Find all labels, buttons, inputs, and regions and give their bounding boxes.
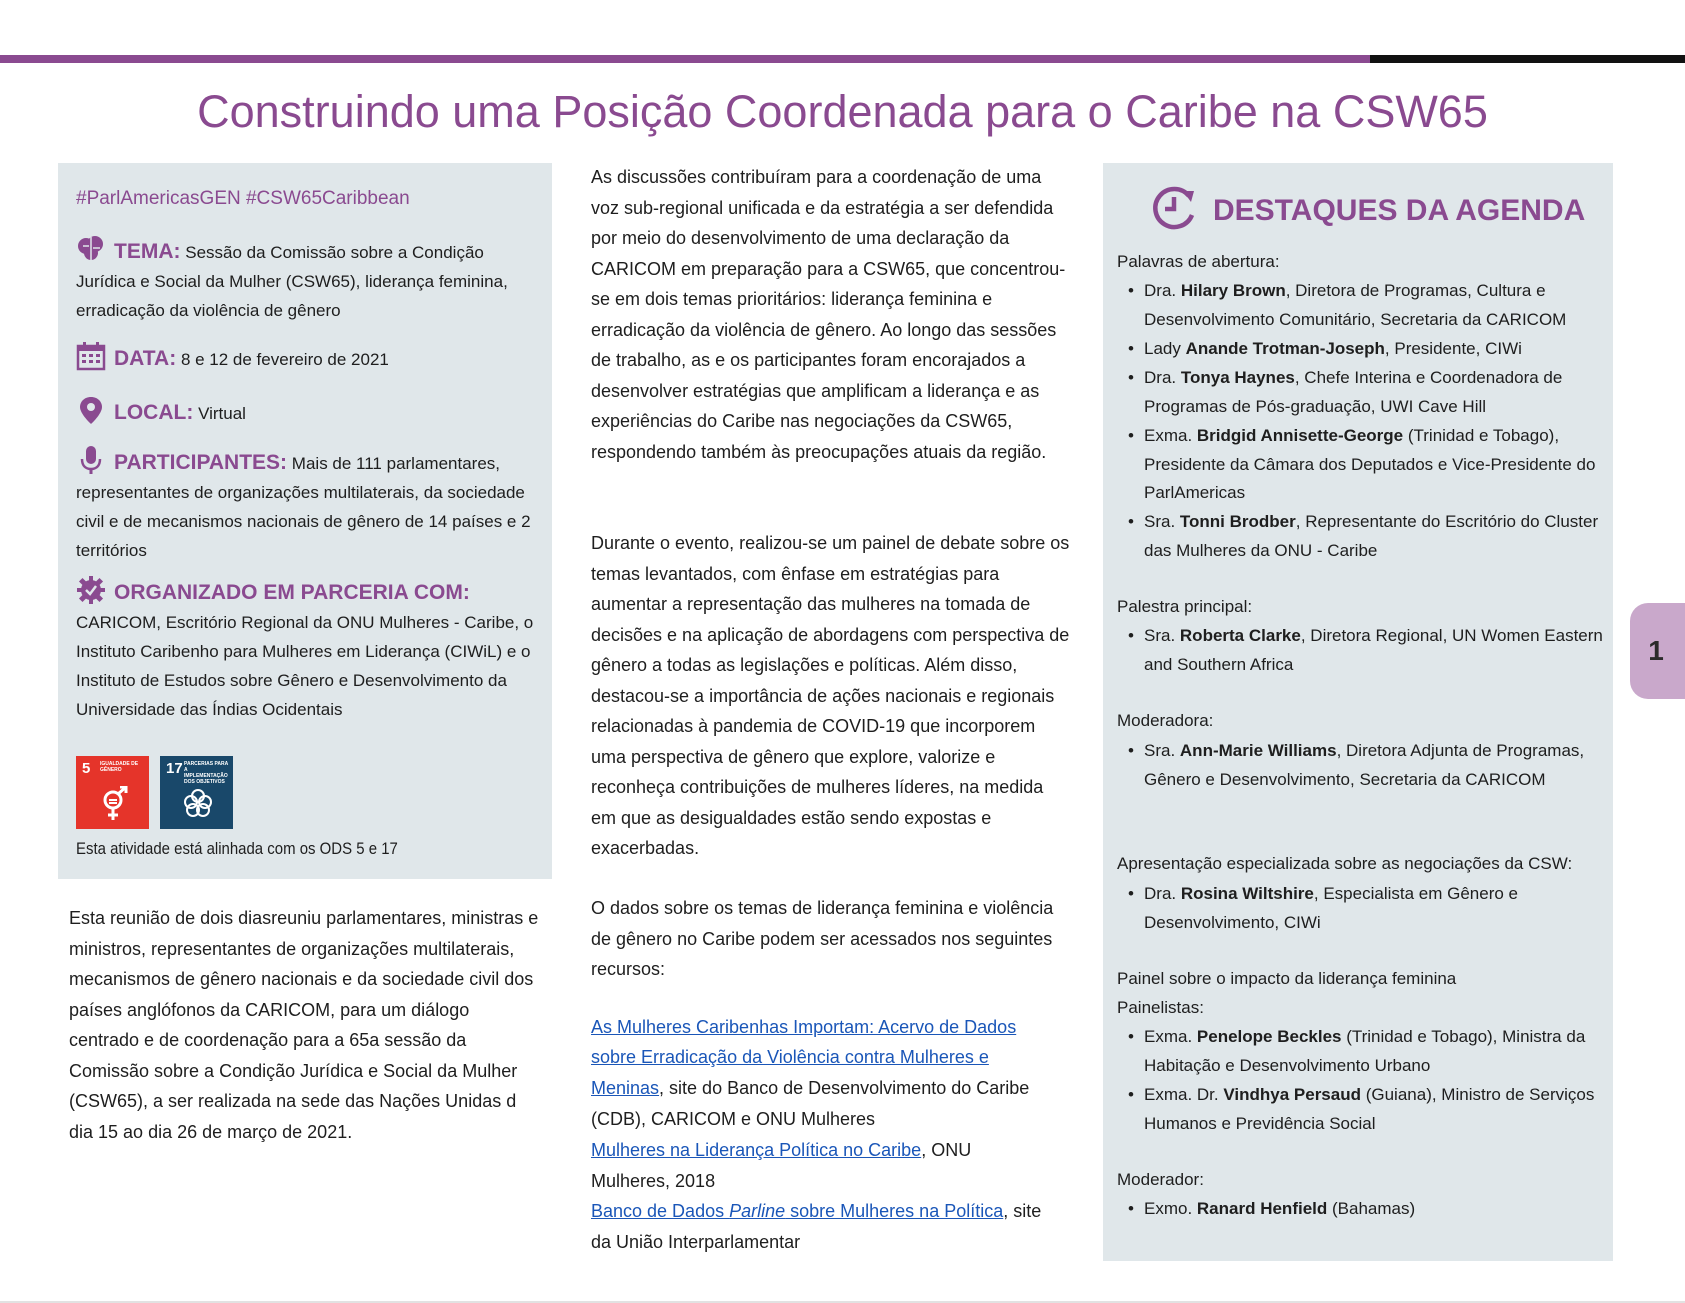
resource-3-line-2: da União Interparlamentar xyxy=(591,1232,801,1252)
resource-1-line-3 xyxy=(591,1078,1029,1099)
tema-label: TEMA: xyxy=(114,240,181,263)
middle-paragraph-1: As discussões contribuíram para a coordenação de uma voz sub-regional unificada e da estratégia a ser defendida por meio do desenvolvimento de uma declaração da CARICOM em preparação para a CSW65, que concentrou-se em dois temas prioritários: liderança feminina e erradicação da violência de gênero. Ao longo das sessões de trabalho, as e os participantes foram encorajados a desenvolver estratégias que amplificam a liderança e as experiências do Caribe nas negociações da CSW65, respondendo também às preocupações atuais da região. xyxy=(591,167,1066,462)
sdg-17-text: PARCERIAS PARA A IMPLEMENTAÇÃO DOS OBJETIVOS xyxy=(184,761,229,785)
agenda-panel xyxy=(1103,163,1613,1261)
agenda-heading xyxy=(1149,183,1585,233)
page-number-tab xyxy=(1630,603,1685,699)
sdg-5-number: 5 xyxy=(82,760,91,777)
local-block xyxy=(76,395,546,428)
resource-1-link-cont[interactable]: sobre Erradicação da Violência contra Mulheres e xyxy=(591,1047,989,1067)
sdg-5-badge xyxy=(76,756,149,829)
resource-3-link-b: sobre Mulheres na Política xyxy=(785,1201,1004,1221)
local-label: LOCAL: xyxy=(114,401,194,424)
section-moderator-1: Moderadora: xyxy=(1117,711,1214,730)
sdg-17-badge xyxy=(160,756,233,829)
middle-paragraph-3: O dados sobre os temas de liderança feminina e violência de gênero no Caribe podem ser acessados nos seguintes recursos: xyxy=(591,898,1054,979)
agenda-item: • Dra. Rosina Wiltshire, Especialista em Gênero e Desenvolvimento, CIWi xyxy=(1128,880,1614,937)
partnership-icon xyxy=(182,786,214,822)
local-text: Virtual xyxy=(198,404,246,423)
agenda-item: • Sra. Roberta Clarke, Diretora Regional, UN Women Eastern and Southern Africa xyxy=(1128,622,1614,679)
tema-text: Sessão da Comissão sobre a Condição Jurídica e Social da Mulher (CSW65), liderança feminina, erradicação da violência de gênero xyxy=(76,243,508,320)
agenda-item: • Exma. Bridgid Annisette-George (Trinidad e Tobago), Presidente da Câmara dos Deputados e Vice-Presidente do ParlAmericas xyxy=(1128,422,1614,508)
participantes-block xyxy=(76,445,546,565)
middle-paragraph-2: Durante o evento, realizou-se um painel de debate sobre os temas levantados, com ênfase em estratégias para aumentar a representação das mulheres na tomada de decisões e na aplicação de abordagens com perspectiva de gênero a todas as legislações e políticas. Além disso, destacou-se a importância de ações nacionais e regionais relacionadas à pandemia de COVID-19 que incorporem uma perspectiva de gênero que explore, valorize e reconheça contribuições de mulheres líderes, na medida em que as desigualdades estão sendo expostas e exacerbadas. xyxy=(591,533,1070,858)
resource-2-site: , ONU xyxy=(921,1140,972,1160)
data-label: DATA: xyxy=(114,347,177,370)
sdg-5-text: IGUALDADE DE GÊNERO xyxy=(100,761,139,773)
agenda-item: • Exmo. Ranard Henfield (Bahamas) xyxy=(1128,1195,1614,1224)
participantes-text: Mais de 111 parlamentares, representantes de organizações multilaterais, da sociedade civil e de mecanismos nacionais de gênero de 14 países e 2 territórios xyxy=(76,454,531,560)
resource-2-line-2: Mulheres, 2018 xyxy=(591,1171,716,1191)
agenda-item: • Lady Anande Trotman-Joseph, Presidente, CIWi xyxy=(1128,335,1614,364)
resource-1-line-4: (CDB), CARICOM e ONU Mulheres xyxy=(591,1109,876,1129)
intro-paragraph: Esta reunião de dois diasreuniu parlamentares, ministras e ministros, representantes de organizações multilaterais, mecanismos de gênero nacionais e da sociedade civil dos países anglófonos da CARICOM, para um diálogo centrado e de coordenação para a 65a sessão da Comissão sobre a Condição Jurídica e Social da Mulher (CSW65), a ser realizada na sede das Nações Unidas d dia 15 ao dia 26 de março de 2021. xyxy=(69,908,539,1142)
section-moderator-2: Moderador: xyxy=(1117,1170,1204,1189)
participantes-label: PARTICIPANTES: xyxy=(114,451,288,474)
clock-icon xyxy=(1149,183,1199,233)
section-opening: Palavras de abertura: xyxy=(1117,252,1280,271)
location-pin-icon xyxy=(76,395,106,425)
data-block xyxy=(76,341,546,374)
resource-3-link-a: Banco de Dados xyxy=(591,1201,730,1221)
section-csw: Apresentação especializada sobre as negociações da CSW: xyxy=(1117,854,1573,873)
section-keynote: Palestra principal: xyxy=(1117,597,1253,616)
top-rule-purple xyxy=(0,55,1370,63)
organizado-block xyxy=(76,575,546,724)
sdg-17-number: 17 xyxy=(166,760,183,777)
page-title: Construindo uma Posição Coordenada para o Caribe na CSW65 xyxy=(197,86,1488,137)
gender-equality-icon xyxy=(98,786,130,822)
resource-1-link[interactable]: As Mulheres Caribenhas Importam: Acervo de Dados xyxy=(591,1017,1017,1037)
agenda-item: • Dra. Hilary Brown, Diretora de Programas, Cultura e Desenvolvimento Comunitário, Secretaria da CARICOM xyxy=(1128,277,1614,334)
section-panelists: Painelistas: xyxy=(1117,998,1204,1017)
resource-3-line-1 xyxy=(591,1201,1041,1222)
data-text: 8 e 12 de fevereiro de 2021 xyxy=(180,350,389,369)
resource-1-line-2 xyxy=(591,1047,989,1068)
event-info-panel xyxy=(58,163,552,879)
tema-block xyxy=(76,234,546,325)
resource-2-line-1 xyxy=(591,1140,971,1161)
resource-1-line-1 xyxy=(591,1017,1016,1038)
calendar-icon xyxy=(76,341,106,371)
sdg-caption: Esta atividade está alinhada com os ODS 5 e 17 xyxy=(76,839,398,858)
agenda-item: • Exma. Penelope Beckles (Trinidad e Tobago), Ministra da Habitação e Desenvolvimento Urbano xyxy=(1128,1023,1614,1080)
resource-1-site: , site do Banco de Desenvolvimento do Caribe xyxy=(659,1078,1030,1098)
organizado-text: CARICOM, Escritório Regional da ONU Mulheres - Caribe, o Instituto Caribenho para Mulheres em Liderança (CIWiL) e o Instituto de Estudos sobre Gênero e Desenvolvimento da Universidade das Índias Ocidentais xyxy=(76,613,534,719)
agenda-item: • Sra. Tonni Brodber, Representante do Escritório do Cluster das Mulheres da ONU - Caribe xyxy=(1128,508,1614,565)
top-rule-black xyxy=(1370,55,1685,63)
hashtags: #ParlAmericasGEN #CSW65Caribbean xyxy=(76,188,410,209)
agenda-heading-text: DESTAQUES DA AGENDA xyxy=(1213,194,1586,227)
agenda-item: • Dra. Tonya Haynes, Chefe Interina e Coordenadora de Programas de Pós-graduação, UWI Cave Hill xyxy=(1128,364,1614,421)
section-panel: Painel sobre o impacto da liderança feminina xyxy=(1117,969,1457,988)
resource-3-link-italic: Parline xyxy=(729,1201,786,1221)
organizado-label: ORGANIZADO EM PARCERIA COM: xyxy=(114,581,470,604)
gear-check-icon xyxy=(76,575,106,605)
agenda-item: • Exma. Dr. Vindhya Persaud (Guiana), Ministro de Serviços Humanos e Previdência Social xyxy=(1128,1081,1614,1138)
microphone-icon xyxy=(76,445,106,475)
agenda-item: • Sra. Ann-Marie Williams, Diretora Adjunta de Programas, Gênero e Desenvolvimento, Secretaria da CARICOM xyxy=(1128,737,1614,794)
resource-1-link-end[interactable]: Meninas xyxy=(591,1078,660,1098)
resource-3-link[interactable] xyxy=(591,1201,1003,1221)
resource-3-site: , site xyxy=(1003,1201,1042,1221)
page-number: 1 xyxy=(1648,635,1664,666)
resource-2-link[interactable]: Mulheres na Liderança Política no Caribe xyxy=(591,1140,922,1160)
brain-icon xyxy=(76,234,106,264)
